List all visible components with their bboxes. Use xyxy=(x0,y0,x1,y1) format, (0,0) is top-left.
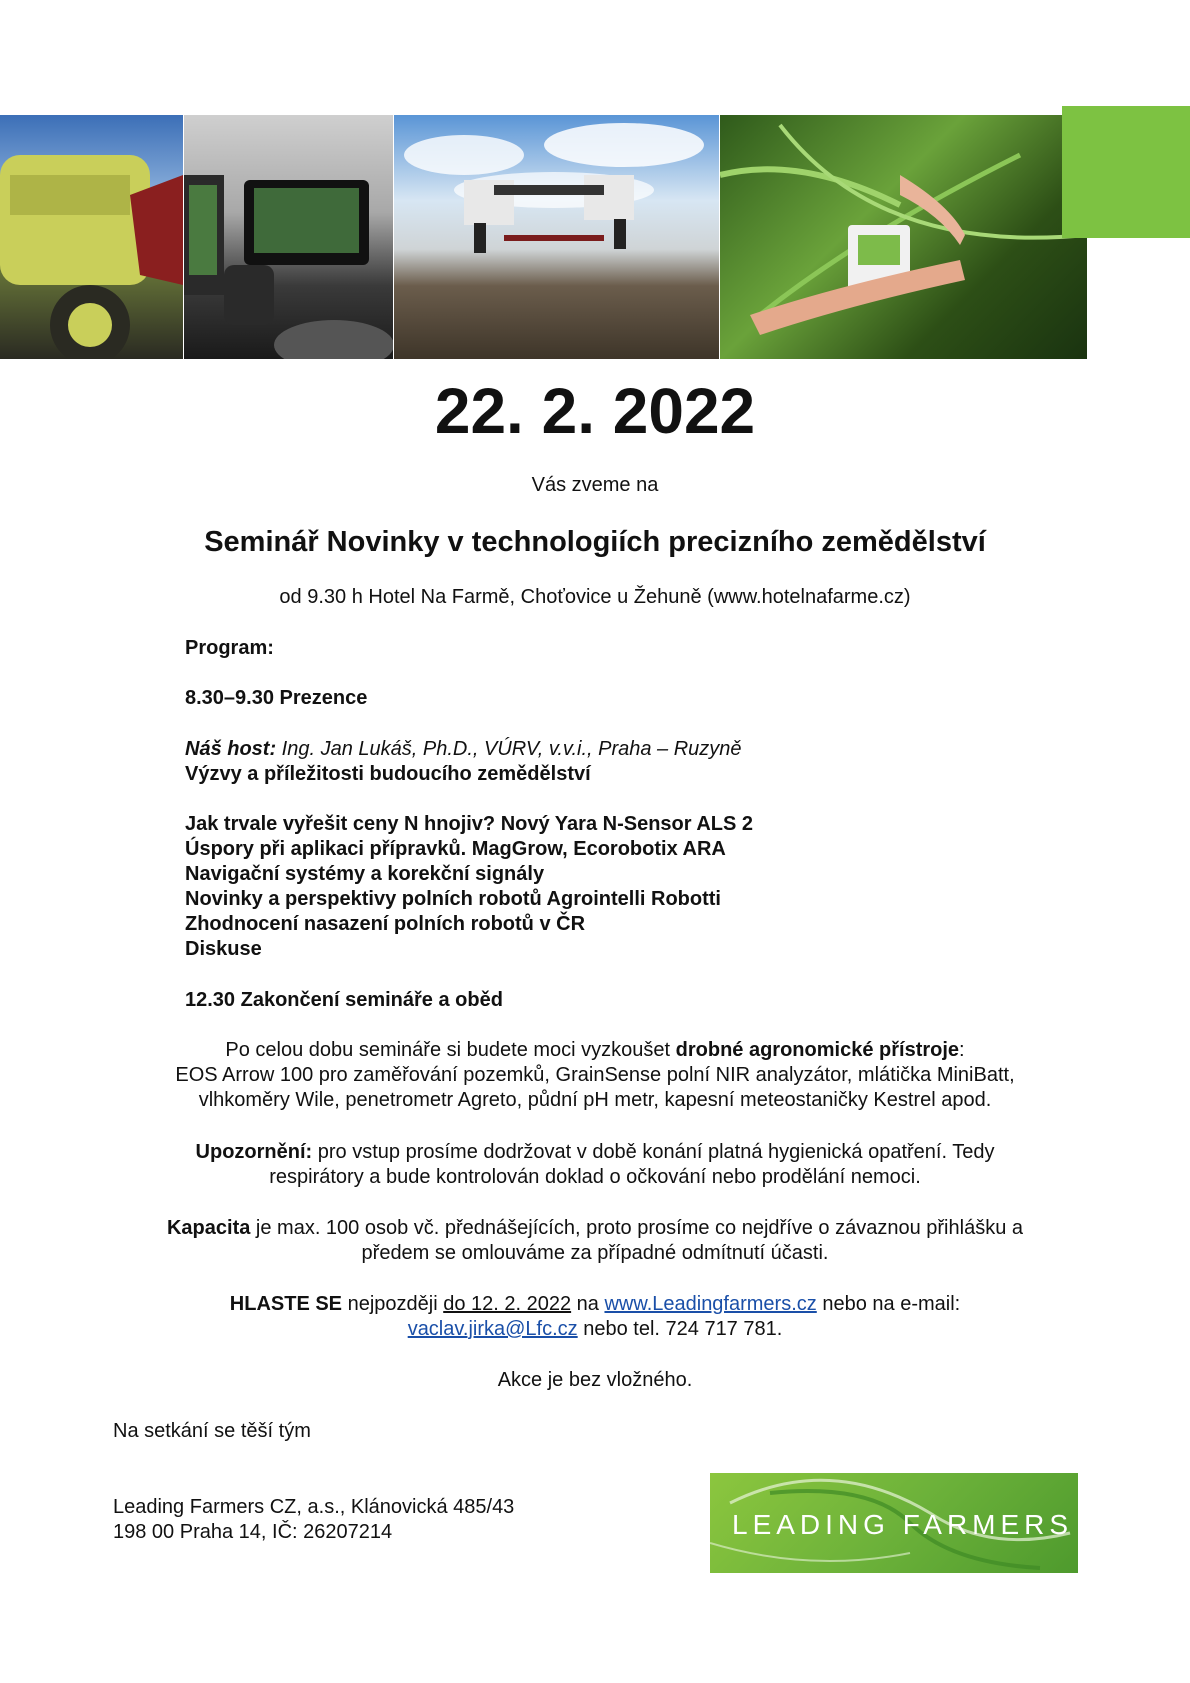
guest-name: Ing. Jan Lukáš, Ph.D., VÚRV, v.v.i., Praha – Ruzyně xyxy=(276,738,742,760)
team-signoff: Na setkání se těší tým xyxy=(113,1420,311,1442)
phone-text: nebo tel. 724 717 781. xyxy=(577,1318,783,1340)
devices-line-2: EOS Arrow 100 pro zaměřování pozemků, GrainSense polní NIR analyzátor, mlátička MiniBatt, xyxy=(175,1064,1015,1086)
venue-line: od 9.30 h Hotel Na Farmě, Choťovice u Žehuně (www.hotelnafarme.cz) xyxy=(279,586,911,608)
signup-line-2 xyxy=(0,1317,1190,1342)
devices-line-1 xyxy=(0,1038,1190,1063)
invite-line: Vás zveme na xyxy=(531,474,659,496)
sprayer-photo xyxy=(0,115,183,359)
free-entry-line: Akce je bez vložného. xyxy=(497,1369,693,1391)
capacity-line-1 xyxy=(0,1216,1190,1241)
guest-label: Náš host: xyxy=(185,738,277,760)
program-talk: Navigační systémy a korekční signály xyxy=(185,863,545,885)
tractor-cab-display-photo xyxy=(184,115,393,359)
address-line-1: Leading Farmers CZ, a.s., Klánovická 485/43 xyxy=(113,1496,515,1518)
crop-sensor-photo xyxy=(720,115,1087,359)
green-accent-square xyxy=(1062,106,1190,238)
capacity-text-1: je max. 100 osob vč. přednášejících, proto prosíme co nejdříve o závaznou přihlášku a xyxy=(250,1217,1023,1239)
logo-text: LEADING FARMERS xyxy=(732,1509,1074,1540)
address-line-2: 198 00 Praha 14, IČ: 26207214 xyxy=(113,1521,393,1543)
leading-farmers-logo xyxy=(710,1473,1078,1573)
email-link[interactable]: vaclav.jirka@Lfc.cz xyxy=(407,1318,578,1340)
program-talk: Diskuse xyxy=(185,938,262,960)
program-talk: Jak trvale vyřešit ceny N hnojiv? Nový Yara N-Sensor ALS 2 xyxy=(185,813,754,835)
notice-line-1 xyxy=(0,1140,1190,1165)
devices-colon: : xyxy=(959,1039,965,1061)
signup-text: nebo na e-mail: xyxy=(816,1293,961,1315)
devices-line-3: vlhkoměry Wile, penetrometr Agreto, půdní pH metr, kapesní meteostaničky Kestrel apod. xyxy=(198,1089,992,1111)
header-photo-strip xyxy=(0,115,1087,359)
notice-line-2: respirátory a bude kontrolován doklad o očkování nebo prodělání nemoci. xyxy=(269,1166,921,1188)
signup-label: HLASTE SE xyxy=(229,1293,343,1315)
signup-text: nejpozději xyxy=(342,1293,444,1315)
capacity-line-2: předem se omlouváme za případné odmítnutí účasti. xyxy=(361,1242,829,1264)
signup-text: na xyxy=(571,1293,605,1315)
website-link[interactable]: www.Leadingfarmers.cz xyxy=(604,1293,817,1315)
program-registration: 8.30–9.30 Prezence xyxy=(185,687,368,709)
capacity-label: Kapacita xyxy=(166,1217,251,1239)
guest-line xyxy=(185,737,742,762)
devices-intro: Po celou dobu semináře si budete moci vyzkoušet xyxy=(225,1039,676,1061)
seminar-title: Seminář Novinky v technologiích precizního zemědělství xyxy=(204,526,986,558)
notice-text-1: pro vstup prosíme dodržovat v době konání platná hygienická opatření. Tedy xyxy=(312,1141,995,1163)
signup-line-1 xyxy=(0,1292,1190,1317)
program-heading: Program: xyxy=(185,637,274,659)
program-talk: Novinky a perspektivy polních robotů Agrointelli Robotti xyxy=(185,888,721,910)
program-talk-1: Výzvy a příležitosti budoucího zemědělství xyxy=(185,763,591,785)
event-date: 22. 2. 2022 xyxy=(434,375,756,447)
program-talk: Zhodnocení nasazení polních robotů v ČR xyxy=(185,913,586,935)
field-robot-photo xyxy=(394,115,719,359)
notice-label: Upozornění: xyxy=(195,1141,313,1163)
program-closing: 12.30 Zakončení semináře a oběd xyxy=(185,989,503,1011)
signup-deadline: do 12. 2. 2022 xyxy=(443,1293,572,1315)
program-talk: Úspory při aplikaci přípravků. MagGrow, Ecorobotix ARA xyxy=(185,838,726,860)
devices-bold: drobné agronomické přístroje xyxy=(675,1039,960,1061)
